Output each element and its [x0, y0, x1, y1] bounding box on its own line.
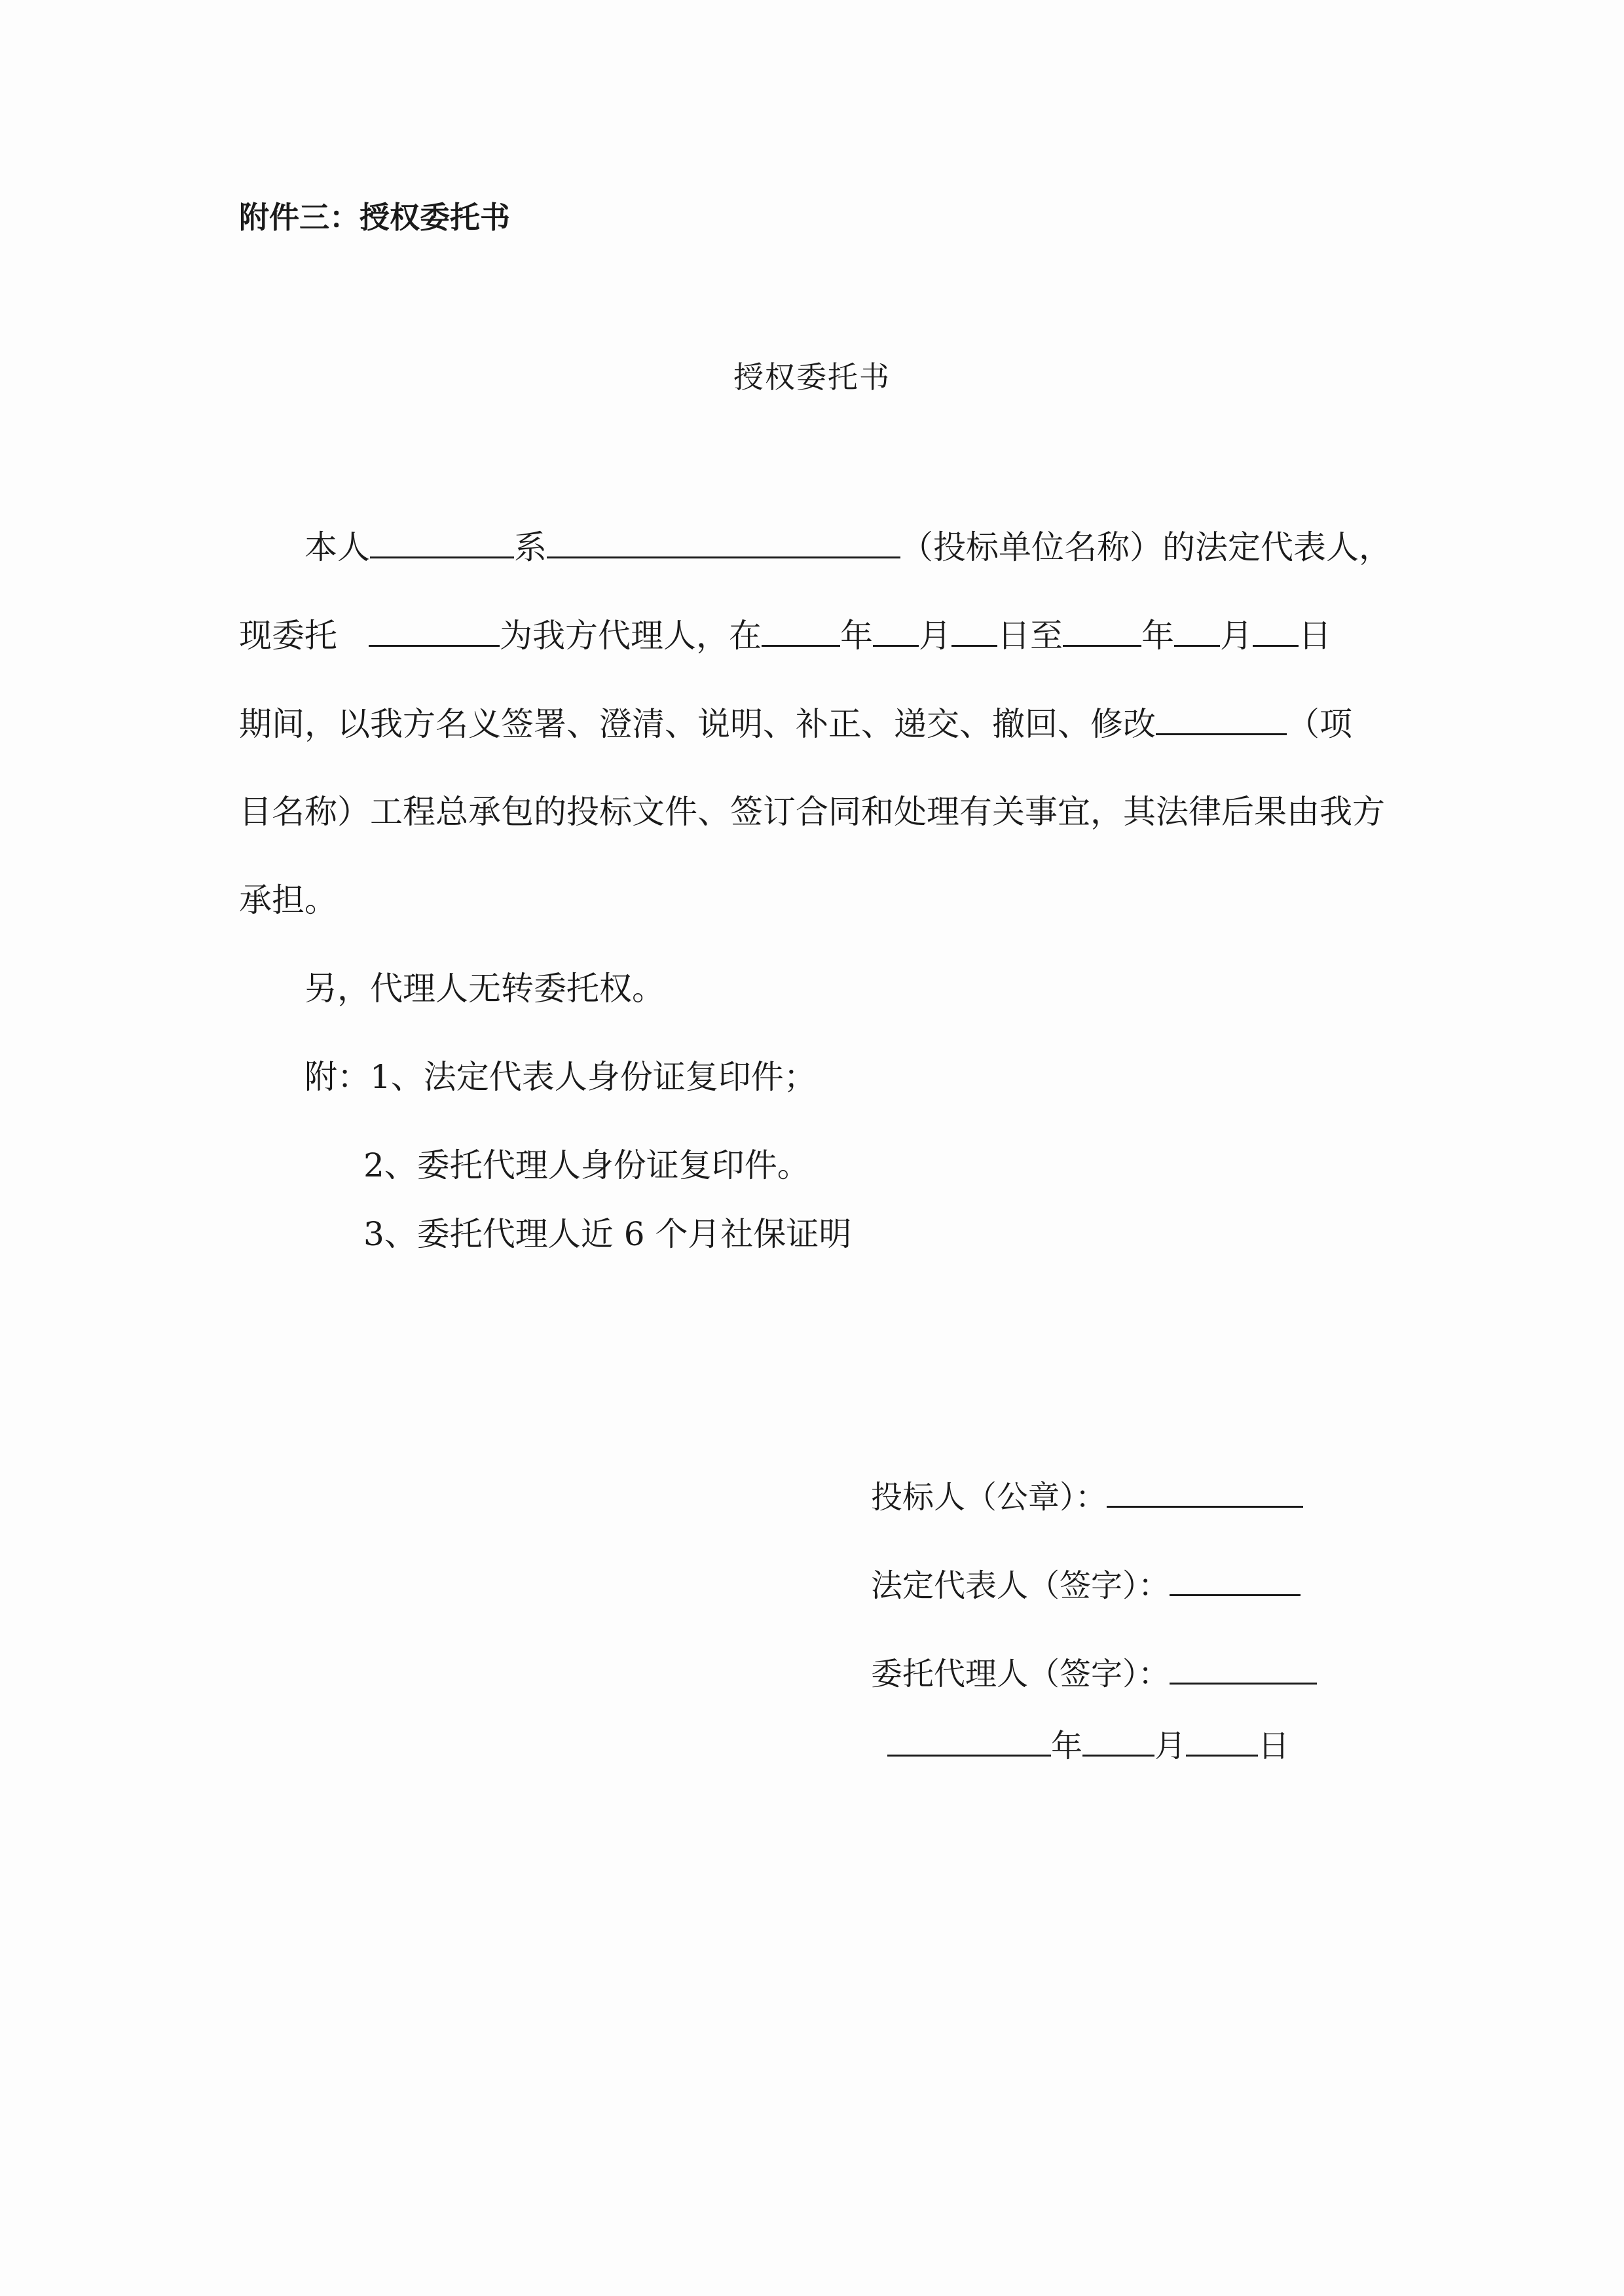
text-segment: 月	[1154, 1728, 1187, 1764]
text-segment: （项	[1287, 705, 1352, 743]
legal-rep-label: 法定代表人（签字）：	[871, 1567, 1170, 1604]
text-segment: 现委托	[239, 617, 337, 655]
project-name-blank	[1156, 701, 1287, 735]
start-day-blank	[951, 612, 997, 647]
text-segment: 年	[1051, 1728, 1083, 1764]
text-segment: 日至	[997, 617, 1063, 655]
no-sub-delegation-note: 另，代理人无转委托权。	[304, 970, 665, 1008]
name-blank	[370, 524, 514, 558]
text-segment: 期间，以我方名义签署、澄清、说明、补正、递交、撤回、修改	[239, 705, 1156, 743]
legal-rep-signature-line	[871, 1561, 1301, 1609]
attachment-item-3: 3、委托代理人近 6 个月社保证明	[363, 1215, 852, 1253]
text-segment: 为我方代理人，在	[500, 617, 762, 655]
text-segment: 系	[514, 528, 547, 566]
end-day-blank	[1253, 612, 1299, 647]
end-year-blank	[1063, 612, 1141, 647]
start-year-blank	[762, 612, 840, 647]
attachment-item-2: 2、委托代理人身份证复印件。	[363, 1146, 810, 1184]
sign-month-blank	[1082, 1722, 1154, 1757]
attachment-item-1: 附：1、法定代表人身份证复印件；	[304, 1058, 817, 1096]
paragraph-line-3	[239, 701, 1385, 747]
agent-signature-blank	[1170, 1650, 1317, 1685]
agent-signature-label: 委托代理人（签字）：	[871, 1656, 1170, 1692]
signature-date-line	[887, 1722, 1289, 1769]
document-title: 授权委托书	[733, 359, 891, 395]
start-month-blank	[873, 612, 919, 647]
end-month-blank	[1174, 612, 1220, 647]
text-segment: 月	[1220, 617, 1253, 655]
text-segment: 年	[840, 617, 873, 655]
agent-signature-line	[871, 1650, 1317, 1697]
paragraph-line-2	[239, 612, 1385, 659]
legal-rep-blank	[1170, 1561, 1301, 1596]
bidder-seal-line	[871, 1473, 1303, 1520]
paragraph-line-1	[304, 524, 1450, 570]
paragraph-line-4: 目名称）工程总承包的投标文件、签订合同和处理有关事宜，其法律后果由我方	[239, 793, 1385, 831]
paragraph-line-5: 承担。	[239, 881, 337, 919]
agent-name-blank	[369, 612, 500, 647]
sign-year-blank	[887, 1722, 1051, 1757]
text-segment: 年	[1141, 617, 1174, 655]
text-segment: 本人	[304, 528, 370, 566]
bidder-seal-blank	[1107, 1473, 1303, 1508]
text-segment: 日	[1258, 1728, 1290, 1764]
text-segment: （投标单位名称）的法定代表人，	[900, 528, 1392, 566]
text-segment: 日	[1299, 617, 1331, 655]
text-segment: 月	[919, 617, 951, 655]
attachment-heading: 附件三：授权委托书	[239, 200, 510, 235]
sign-day-blank	[1186, 1722, 1258, 1757]
bidder-name-blank	[547, 524, 900, 558]
bidder-seal-label: 投标人（公章）：	[871, 1479, 1107, 1516]
